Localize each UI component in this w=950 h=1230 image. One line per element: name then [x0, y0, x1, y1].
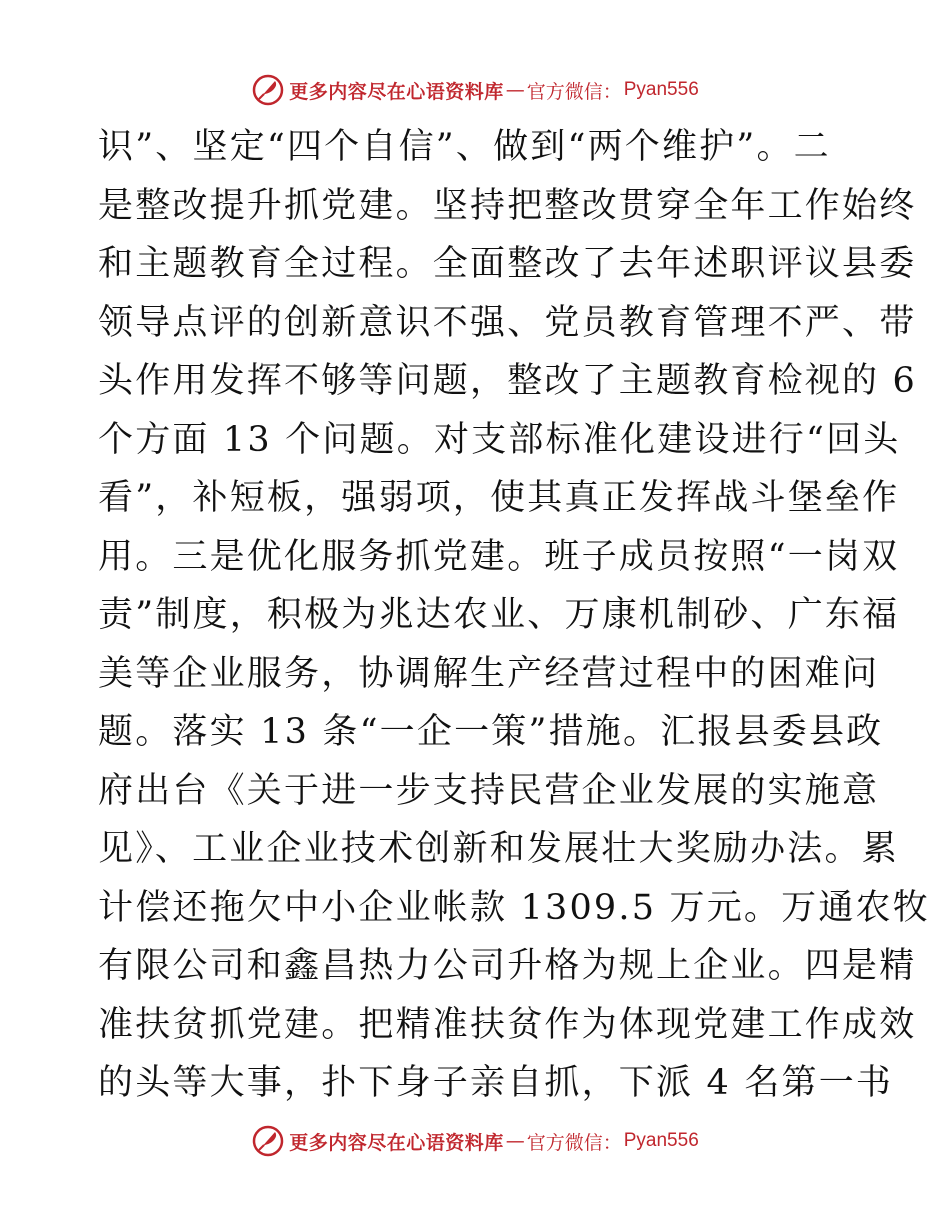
text-line: 责”制度，积极为兆达农业、万康机制砂、广东福	[98, 595, 900, 635]
text-line: 美等企业服务，协调解生产经营过程中的困难问	[98, 653, 880, 694]
text-line: 计偿还拖欠中小企业帐款 1309.5 万元。万通农牧	[98, 887, 930, 928]
text-line: 是整改提升抓党建。坚持把整改贯穿全年工作始终	[98, 185, 917, 226]
banner-dash: —	[505, 1130, 525, 1152]
text-line: 的头等大事，扑下身子亲自抓，下派 4 名第一书	[98, 1063, 894, 1103]
feather-logo-icon	[251, 1124, 285, 1158]
text-line: 有限公司和鑫昌热力公司升格为规上企业。四是精	[98, 946, 917, 986]
text-line: 题。落实 13 条“一企一策”措施。汇报县委县政	[98, 712, 884, 752]
text-line: 准扶贫抓党建。把精准扶贫作为体现党建工作成效	[98, 1004, 917, 1045]
banner-brand-text: 更多内容尽在心语资料库	[289, 1131, 504, 1154]
text-line: 领导点评的创新意识不强、党员教育管理不严、带	[98, 302, 917, 343]
text-line: 和主题教育全过程。全面整改了去年述职评议县委	[98, 244, 917, 284]
banner-contact-label: 官方微信：	[526, 1131, 622, 1154]
footer-banner	[0, 1121, 950, 1161]
text-line: 个方面 13 个问题。对支部标准化建设进行“回头	[98, 419, 901, 460]
text-line: 头作用发挥不够等问题，整改了主题教育检视的 6	[98, 361, 917, 401]
text-line: 见》、工业企业技术创新和发展壮大奖励办法。累	[98, 829, 899, 869]
feather-logo-icon	[251, 73, 285, 107]
banner-wechat-id: Pyan556	[623, 1130, 699, 1151]
banner-brand-text: 更多内容尽在心语资料库	[289, 80, 504, 103]
banner-contact-label: 官方微信：	[526, 80, 622, 103]
banner-wechat-id: Pyan556	[623, 79, 699, 100]
text-line: 识”、坚定“四个自信”、做到“两个维护”。二	[98, 127, 831, 167]
banner-dash: —	[505, 79, 525, 101]
text-line: 用。三是优化服务抓党建。班子成员按照“一岗双	[98, 536, 900, 577]
header-banner	[0, 70, 950, 110]
document-body	[98, 118, 930, 1113]
text-line: 府出台《关于进一步支持民营企业发展的实施意	[98, 770, 880, 811]
text-line: 看”，补短板，强弱项，使其真正发挥战斗堡垒作	[98, 478, 900, 518]
